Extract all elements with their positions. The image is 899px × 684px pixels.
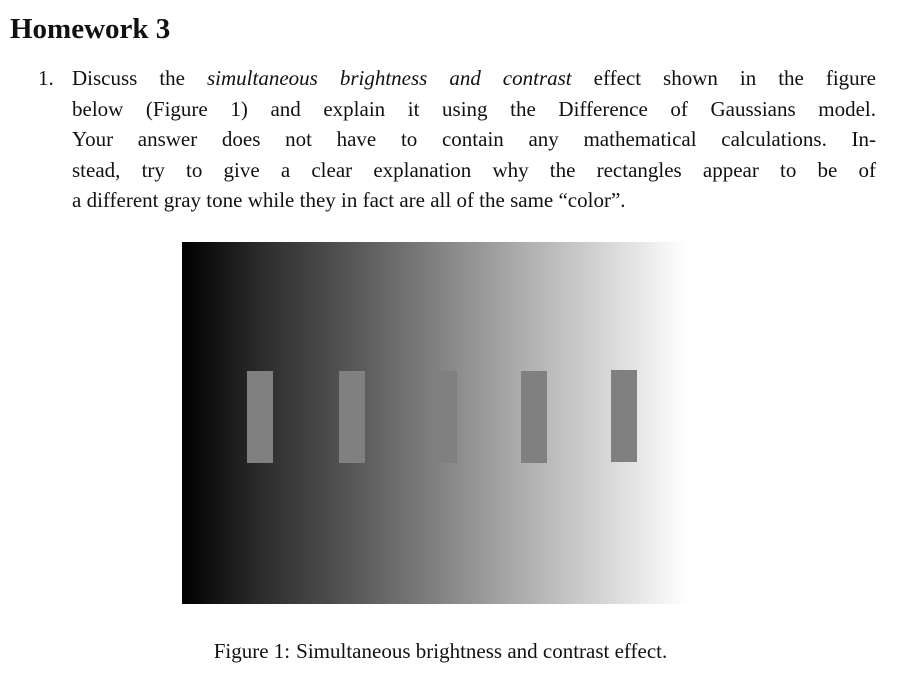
gray-rectangle [339,371,365,463]
figure-caption [0,636,881,666]
question-line-text: Discuss the [72,66,207,90]
question-line: below (Figure 1) and explain it using the Difference of Gaussians model. [72,96,876,121]
page-title: Homework 3 [10,13,171,45]
gradient-figure [182,242,687,604]
question-item [34,63,876,216]
question-text [72,63,876,216]
caption-text: Simultaneous brightness and contrast effect. [296,639,668,663]
gray-rectangle [431,371,457,463]
gray-rectangle [247,371,273,463]
question-line: Your answer does not have to contain any mathematical calculations. In- [72,127,876,151]
question-line: a different gray tone while they in fact are all of the same “color”. [72,188,626,212]
question-line-text: effect shown in the figure [571,66,876,90]
question-line: stead, try to give a clear explanation why the rectangles appear to be of [72,157,876,182]
question-number: 1. [38,66,54,90]
emphasized-term: simultaneous brightness and contrast [206,66,572,90]
gray-rectangle [521,371,547,463]
question-line [72,63,876,94]
gray-rectangle [611,370,637,462]
caption-label: Figure 1: [213,639,291,663]
